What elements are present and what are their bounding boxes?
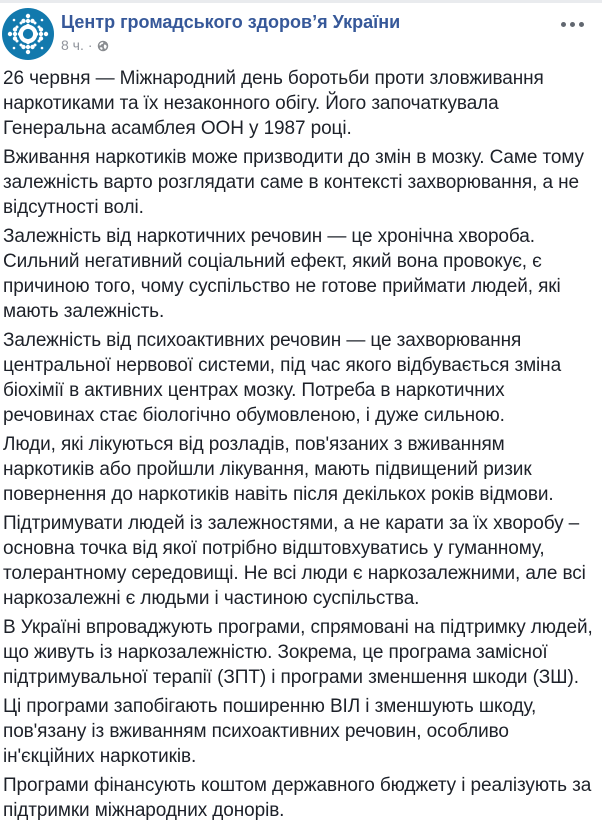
ellipsis-icon: [561, 22, 584, 27]
phc-ukraine-logo-icon: [2, 8, 54, 60]
post-paragraph: 26 червня — Міжнародний день боротьби проти зловживання наркотиками та їх незаконного обігу. Його започаткувала Генеральна асамблея ООН у 1987 році.: [3, 68, 544, 139]
post-paragraph: Підтримувати людей із залежностями, а не карати за їх хворобу – основна точка від якої потрібно відштовхуватись у гуманному, толерантному середовищі. Не всі люди є наркозалежними, але всі наркозалежні є людьми і частиною суспільства.: [3, 513, 586, 609]
post-paragraph: Залежність від наркотичних речовин — це хронічна хвороба. Сильний негативний соціальний ефект, який вона провокує, є причиною того, чому суспільство не готове приймати людей, які мають залежність.: [3, 226, 561, 322]
post-paragraph: Ці програми запобігають поширенню ВІЛ і зменшують шкоду, пов'язану із вживанням психоактивних речовин, особливо ін'єкційних наркотиків.: [3, 696, 537, 767]
post-paragraph: Вживання наркотиків може призводити до змін в мозку. Саме тому залежність варто розглядати саме в контексті захворювання, а не відсутності волі.: [3, 147, 584, 218]
meta-separator: ·: [87, 37, 93, 53]
post-body: [0, 62, 602, 823]
post-header: [0, 3, 602, 62]
post-timestamp[interactable]: 8 ч.: [61, 37, 84, 53]
post-options-button[interactable]: [551, 8, 592, 37]
page-avatar[interactable]: [2, 8, 54, 60]
post-header-text: [61, 8, 551, 55]
post-meta: [61, 36, 551, 55]
page-name-link[interactable]: Центр громадського здоров’я України: [61, 12, 401, 32]
post-paragraph: Залежність від психоактивних речовин — це захворювання центральної нервової системи, під час якого відбувається зміна біохімії в активних центрах мозку. Потреба в наркотичних речовинах стає біологічно обумовленою, і дуже сильною.: [3, 330, 562, 426]
post-paragraph: Програми фінансують коштом державного бюджету і реалізують за підтримки міжнародних донорів.: [3, 775, 592, 821]
globe-icon: [97, 40, 109, 52]
post-card: [0, 3, 602, 827]
post-paragraph: Люди, які лікуються від розладів, пов'язаних з вживанням наркотиків або пройшли лікування, мають підвищений ризик повернення до наркотиків навіть після декількох років відмови.: [3, 434, 554, 505]
post-paragraph: В Україні впроваджують програми, спрямовані на підтримку людей, що живуть із наркозалежністю. Зокрема, це програма замісної підтримувальної терапії (ЗПТ) і програми зменшення шкоди (ЗШ).: [3, 617, 593, 688]
